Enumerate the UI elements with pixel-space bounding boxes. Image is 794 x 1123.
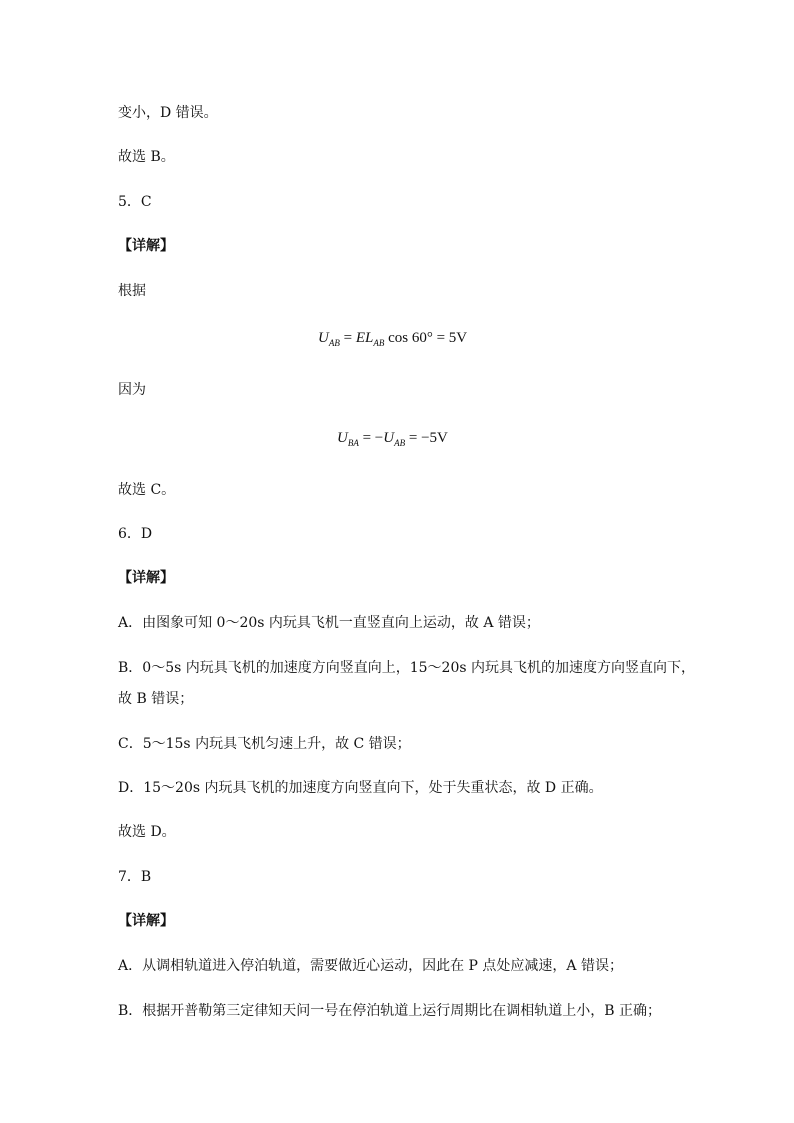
section-heading: 【详解】 bbox=[118, 238, 174, 254]
question-number: 7．B bbox=[118, 869, 152, 885]
equation-1: $U_{AB} = EL_{AB}$ cos 60° = 5V bbox=[318, 330, 468, 348]
text-line: 故选 D。 bbox=[118, 824, 176, 840]
text-line: 根据 bbox=[118, 283, 146, 299]
text-line: 变小，D 错误。 bbox=[118, 105, 218, 121]
text-line: 故 B 错误； bbox=[118, 691, 194, 707]
question-number: 6．D bbox=[118, 526, 153, 542]
section-heading: 【详解】 bbox=[118, 570, 174, 586]
text-line: D．15～20s 内玩具飞机的加速度方向竖直向下，处于失重状态，故 D 正确。 bbox=[118, 780, 603, 796]
text-line: 故选 B。 bbox=[118, 149, 175, 165]
text-line: 故选 C。 bbox=[118, 482, 176, 498]
text-line: B．0～5s 内玩具飞机的加速度方向竖直向上，15～20s 内玩具飞机的加速度方向竖直向下， bbox=[118, 660, 695, 676]
text-line: C．5～15s 内玩具飞机匀速上升，故 C 错误； bbox=[118, 736, 411, 752]
text-line: 因为 bbox=[118, 382, 146, 398]
section-heading: 【详解】 bbox=[118, 913, 174, 929]
text-line: A．由图象可知 0～20s 内玩具飞机一直竖直向上运动，故 A 错误； bbox=[118, 615, 540, 631]
text-line: A．从调相轨道进入停泊轨道，需要做近心运动，因此在 P 点处应减速，A 错误； bbox=[118, 958, 623, 974]
question-number: 5．C bbox=[118, 194, 152, 210]
text-line: B．根据开普勒第三定律知天问一号在停泊轨道上运行周期比在调相轨道上小，B 正确； bbox=[118, 1003, 662, 1019]
equation-2: $U_{BA} = -U_{AB} = -5V$ bbox=[337, 430, 448, 448]
